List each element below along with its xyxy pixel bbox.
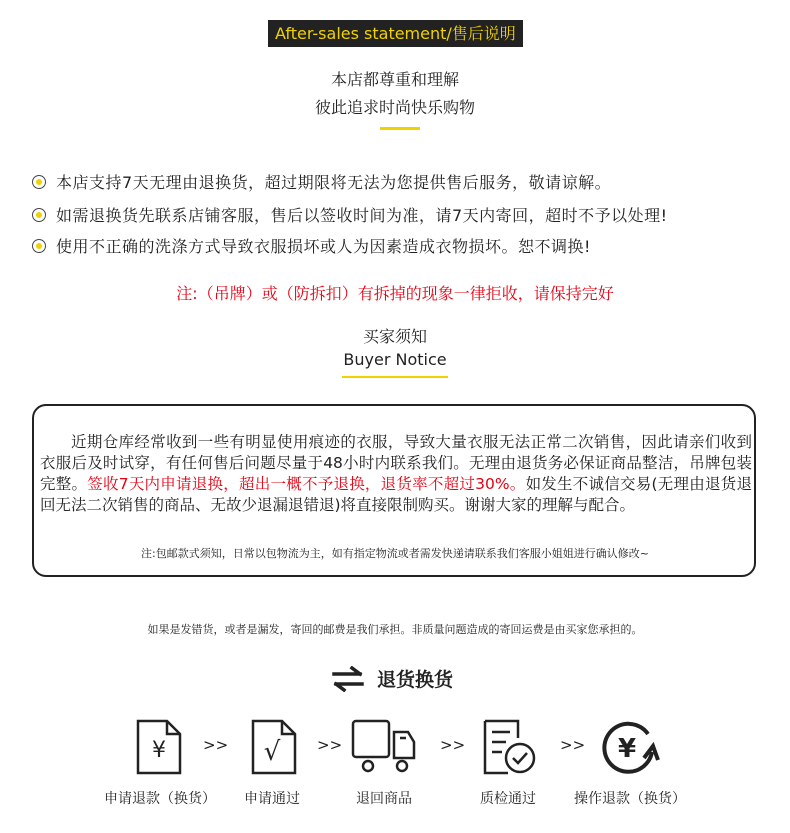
svg-text:¥: ¥: [617, 734, 637, 764]
notice-text: 近期仓库经常收到一些有明显使用痕迹的衣服，导致大量衣服无法正常二次销售，因此请亲们收到衣服后及时试穿，有任何售后问题尽量于48小时内联系我们。无理由退货务必保证商品整洁，吊牌包装完整。: [40, 433, 752, 493]
rule-item-1: [32, 171, 611, 195]
step-label-approved: 申请通过: [244, 791, 300, 807]
step-label-inspection-passed: 质检通过: [480, 791, 536, 807]
divider-bar: [380, 127, 420, 130]
notice-text: 如发生不诚信交易(无理由退货退回无法二次销售的商品、无故少退漏退错退)将直接限制购买。谢谢大家的理解与配合。: [40, 475, 752, 514]
notice-highlight: 签收7天内申请退换，超出一概不予退换，退货率不超过30%。: [87, 475, 526, 493]
shipping-note: 注:包邮款式须知，日常以包物流为主，如有指定物流或者需发快递请联系我们客服小姐姐进行确认修改~: [141, 547, 649, 560]
buyer-notice-paragraph: [40, 432, 752, 516]
bullet-icon: [32, 208, 46, 222]
check-document-icon: [250, 718, 298, 780]
freight-note: 如果是发错货，或者是漏发，寄回的邮费是我们承担。非质量问题造成的寄回运费是由买家您承担的。: [147, 623, 643, 636]
rule-text: 本店支持7天无理由退换货，超过期限将无法为您提供售后服务，敬请谅解。: [56, 173, 612, 192]
tag-warning-note: 注:（吊牌）或（防拆扣）有拆掉的现象一律拒收，请保持完好: [176, 284, 614, 303]
step-arrow: >>: [317, 736, 343, 754]
refund-process-title: 退货换货: [376, 669, 453, 691]
rule-text: 使用不正确的洗涤方式导致衣服损坏或人为因素造成衣物损坏。恕不调换!: [56, 237, 591, 256]
bullet-icon: [32, 239, 46, 253]
bullet-icon: [32, 175, 46, 189]
rule-text: 如需退换货先联系店铺客服，售后以签收时间为准，请7天内寄回，超时不予以处理!: [56, 206, 668, 225]
step-label-apply-refund: 申请退款（换货）: [104, 791, 216, 807]
yen-document-icon: [135, 718, 183, 780]
step-label-return-goods: 退回商品: [356, 791, 412, 807]
buyer-notice-underline: [342, 376, 448, 378]
header-line-2: 彼此追求时尚快乐购物: [314, 98, 475, 117]
step-arrow: >>: [203, 736, 229, 754]
page-title: After-sales statement/售后说明: [268, 20, 523, 47]
step-arrow: >>: [560, 736, 586, 754]
rule-item-2: [32, 204, 668, 228]
svg-text:√: √: [263, 737, 281, 767]
header-line-1: 本店都尊重和理解: [330, 70, 459, 89]
step-label-process-refund: 操作退款（换货）: [574, 791, 686, 807]
svg-text:¥: ¥: [152, 738, 166, 763]
delivery-truck-icon: [350, 718, 418, 780]
buyer-notice-title-en: Buyer Notice: [343, 350, 447, 369]
yen-refund-icon: [598, 718, 660, 780]
rule-item-3: [32, 235, 591, 259]
buyer-notice-title-cn: 买家须知: [362, 327, 427, 346]
inspection-checklist-icon: [482, 718, 538, 780]
step-arrow: >>: [440, 736, 466, 754]
